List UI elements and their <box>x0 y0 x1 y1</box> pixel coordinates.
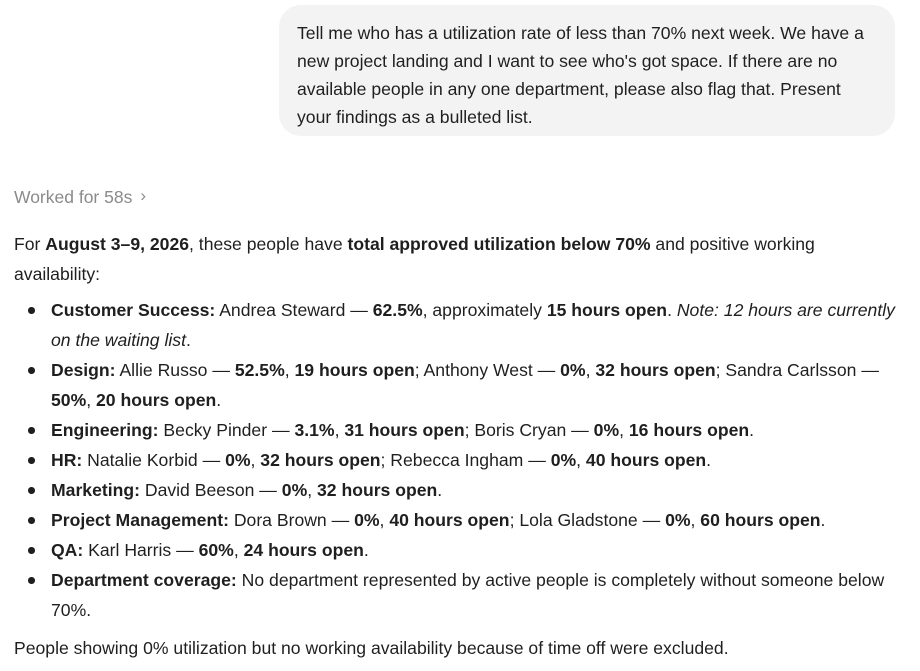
detail-text: , <box>233 540 244 560</box>
detail-text: Dora Brown — <box>228 510 355 530</box>
department-label: HR: <box>51 450 83 470</box>
highlight-value: 60% <box>198 540 234 560</box>
detail-text: ; Sandra Carlsson — <box>715 360 879 380</box>
chevron-right-icon: › <box>140 186 147 205</box>
findings-list-item <box>51 475 904 505</box>
highlight-value: 16 hours open <box>628 420 750 440</box>
detail-text: , approximately <box>422 300 547 320</box>
detail-text: , <box>284 360 295 380</box>
department-label: Engineering: <box>51 420 159 440</box>
highlight-value: 3.1% <box>294 420 335 440</box>
detail-text: No department represented by active people is completely without someone below 70%. <box>51 570 885 620</box>
detail-text: , <box>250 450 261 470</box>
findings-list-item <box>51 565 904 625</box>
detail-text: , <box>576 450 586 470</box>
detail-text: Karl Harris — <box>83 540 199 560</box>
highlight-value: 19 hours open <box>294 360 415 380</box>
intro-criterion: total approved utilization below 70% <box>347 234 651 254</box>
detail-text: . <box>437 480 443 500</box>
highlight-value: 0% <box>560 360 586 380</box>
user-message-bubble <box>279 5 895 136</box>
detail-text: Natalie Korbid — <box>82 450 226 470</box>
detail-text: , <box>585 360 596 380</box>
detail-text: , <box>334 420 345 440</box>
highlight-value: 52.5% <box>234 360 285 380</box>
intro-suffix: and positive working availability: <box>14 234 815 284</box>
findings-list-item <box>51 535 904 565</box>
highlight-value: 0% <box>593 420 620 440</box>
findings-list-item <box>51 415 904 445</box>
highlight-value: 20 hours open <box>96 390 217 410</box>
detail-text: Allie Russo — <box>115 360 235 380</box>
detail-text: , <box>379 510 390 530</box>
detail-text: , <box>690 510 701 530</box>
highlight-value: 32 hours open <box>595 360 716 380</box>
detail-text: , <box>86 390 96 410</box>
highlight-value: 50% <box>51 390 87 410</box>
department-label: QA: <box>51 540 84 560</box>
findings-list-item <box>51 355 904 415</box>
worked-for-label: Worked for 58s <box>14 187 133 207</box>
intro-prefix: For <box>14 234 46 254</box>
highlight-value: 60 hours open <box>700 510 821 530</box>
highlight-value: 31 hours open <box>344 420 465 440</box>
highlight-value: 0% <box>665 510 691 530</box>
detail-text: ; Rebecca Ingham — <box>380 450 551 470</box>
highlight-value: 40 hours open <box>585 450 707 470</box>
detail-text: , <box>619 420 629 440</box>
department-label: Department coverage: <box>51 570 237 590</box>
detail-text: Andrea Steward — <box>215 300 373 320</box>
user-message-text: Tell me who has a utilization rate of less than 70% next week. We have a new project landing and I want to see who's got space. If there are no available people in any one department, please also flag that. Present your findings as a bulleted list. <box>297 23 864 127</box>
highlight-value: 32 hours open <box>317 480 438 500</box>
detail-text: Becky Pinder — <box>158 420 295 440</box>
worked-for-toggle[interactable] <box>14 184 146 210</box>
detail-text: . <box>185 330 191 350</box>
detail-text: . <box>667 300 677 320</box>
highlight-value: 15 hours open <box>546 300 668 320</box>
detail-text: David Beeson — <box>139 480 282 500</box>
detail-text: ; Anthony West — <box>414 360 561 380</box>
detail-text: . <box>706 450 712 470</box>
detail-text: . <box>363 540 369 560</box>
highlight-value: 0% <box>354 510 380 530</box>
detail-text: ; Boris Cryan — <box>464 420 594 440</box>
highlight-value: 0% <box>225 450 251 470</box>
department-label: Customer Success: <box>51 300 216 320</box>
highlight-value: 0% <box>281 480 308 500</box>
department-label: Design: <box>51 360 116 380</box>
note-text: Note: 12 hours are currently on the waiting list <box>51 300 895 350</box>
findings-list-item <box>51 505 904 535</box>
highlight-value: 24 hours open <box>243 540 364 560</box>
response-intro <box>14 229 904 289</box>
intro-mid: , these people have <box>189 234 348 254</box>
highlight-value: 0% <box>550 450 577 470</box>
assistant-response <box>14 229 904 663</box>
detail-text: . <box>749 420 755 440</box>
findings-bullet-list <box>14 295 904 625</box>
detail-text: . <box>820 510 826 530</box>
highlight-value: 32 hours open <box>260 450 381 470</box>
detail-text: . <box>216 390 222 410</box>
highlight-value: 40 hours open <box>389 510 510 530</box>
findings-list-item <box>51 445 904 475</box>
intro-date: August 3–9, 2026 <box>45 234 190 254</box>
response-outro: People showing 0% utilization but no working availability because of time off were excluded. <box>14 638 729 658</box>
highlight-value: 62.5% <box>372 300 423 320</box>
findings-list-item <box>51 295 904 355</box>
department-label: Marketing: <box>51 480 140 500</box>
detail-text: ; Lola Gladstone — <box>509 510 666 530</box>
detail-text: , <box>307 480 317 500</box>
department-label: Project Management: <box>51 510 229 530</box>
